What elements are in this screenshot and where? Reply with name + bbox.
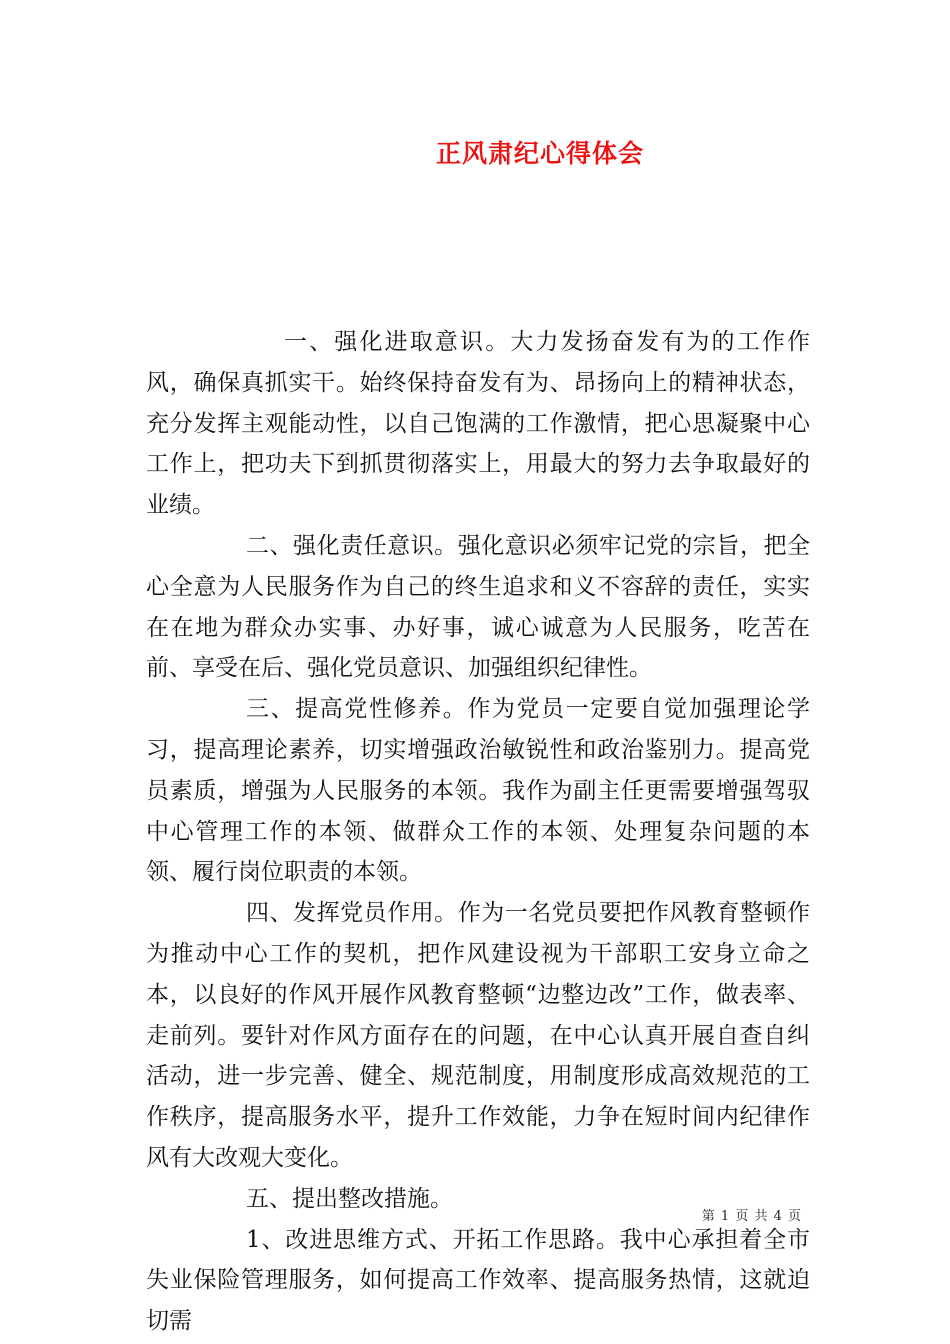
paragraph-1: 一、强化进取意识。大力发扬奋发有为的工作作风，确保真抓实干。始终保持奋发有为、昂扬向上的精神状态，充分发挥主观能动性，以自己饱满的工作激情，把心思凝聚中心工作上，把功夫下到抓贯彻落实上，用最大的努力去争取最好的业绩。 [146,329,810,519]
page-number-footer: 第 1 页 共 4 页 [701,1209,802,1224]
paragraph-2: 二、强化责任意识。强化意识必须牢记党的宗旨，把全心全意为人民服务作为自己的终生追求和义不容辞的责任，实实在在地为群众办实事、办好事，诚心诚意为人民服务，吃苦在前、享受在后、强化党员意识、加强组织纪律性。 [146,532,810,682]
page-title: 正风肃纪心得体会 [435,139,644,168]
paragraph-6: 1、改进思维方式、开拓工作思路。我中心承担着全市失业保险管理服务，如何提高工作效率、提高服务热情，这就迫切需 [146,1226,810,1335]
paragraph-4: 四、发挥党员作用。作为一名党员要把作风教育整顿作为推动中心工作的契机，把作风建设视为干部职工安身立命之本，以良好的作风开展作风教育整顿“边整边改”工作，做表率、走前列。要针对作风方面存在的问题，在中心认真开展自查自纠活动，进一步完善、健全、规范制度，用制度形成高效规范的工作秩序，提高服务水平，提升工作效能，力争在短时间内纪律作风有大改观大变化。 [146,900,810,1171]
paragraph-3: 三、提高党性修养。作为党员一定要自觉加强理论学习，提高理论素养，切实增强政治敏锐性和政治鉴别力。提高党员素质，增强为人民服务的本领。我作为副主任更需要增强驾驭中心管理工作的本领、做群众工作的本领、处理复杂问题的本领、履行岗位职责的本领。 [146,696,810,886]
document-body [146,322,810,1342]
paragraph-5: 五、提出整改措施。 [246,1185,453,1212]
